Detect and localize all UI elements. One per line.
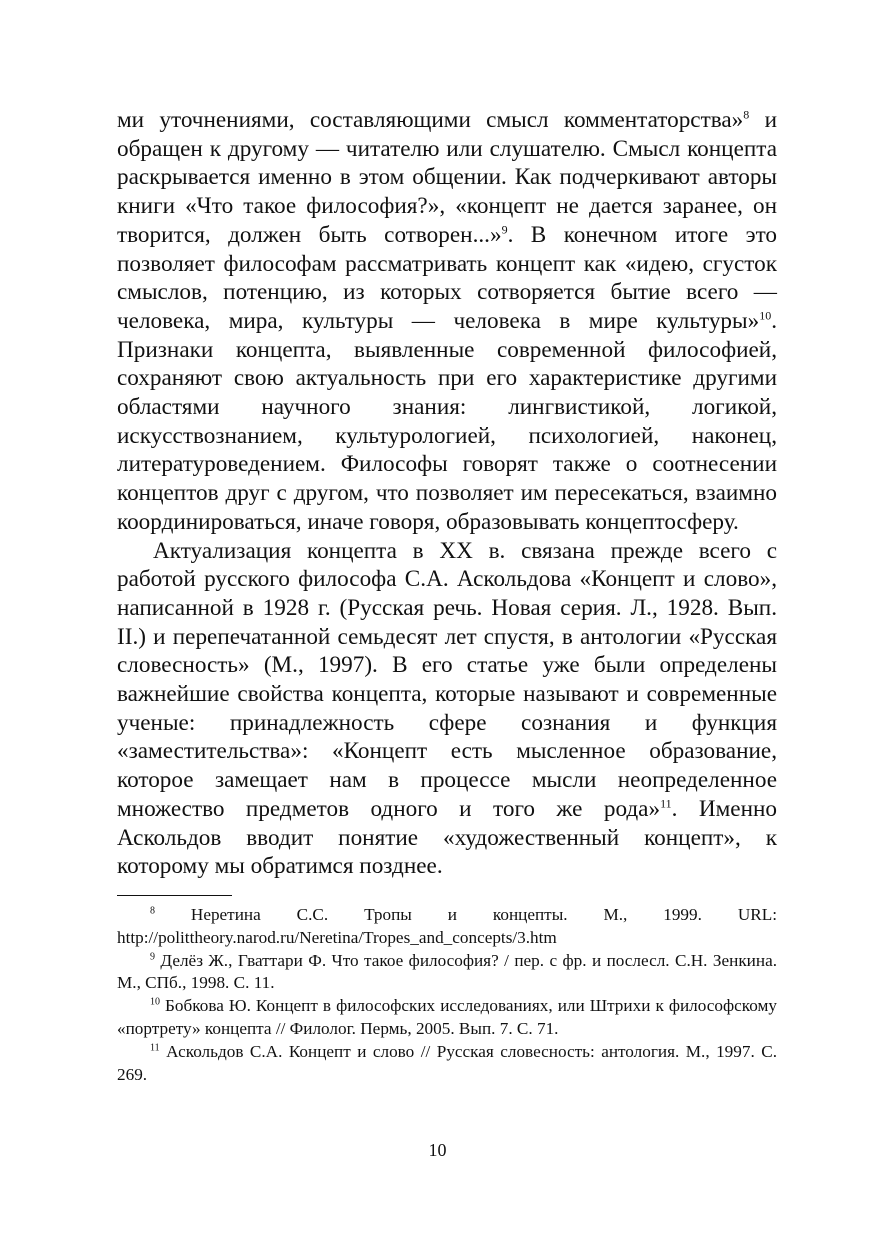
page-number: 10 xyxy=(428,1140,447,1160)
footnote-9 xyxy=(117,950,777,996)
paragraph-2 xyxy=(117,537,777,881)
footnote-number: 10 xyxy=(150,996,160,1008)
footnote-text: Неретина С.С. Тропы и концепты. М., 1999. URL: http://polittheory.narod.ru/Neretina/Tropes_and_concepts/3.htm xyxy=(117,904,777,947)
paragraph-1-text-2: и обращен к другому — читателю или слушателю. Смысл концепта раскрывается именно в этом общении. Как подчеркивают авторы книги «Что такое философия?», «концепт не дается заранее, он творится, должен быть сотворен...» xyxy=(117,107,777,248)
footnote-ref-10[interactable]: 10 xyxy=(759,308,772,323)
paragraph-1-text-4: . Признаки концепта, выявленные современной философией, сохраняют свою актуальность при его характеристике другими областями научного знания: лингвистикой, логикой, искусствознанием, культурологией, психологией, наконец, литературоведением. Философы говорят также о соотнесении концептов друг с другом, что позволяет им пересекаться, взаимно координироваться, иначе говоря, образовывать концептосферу. xyxy=(117,307,777,535)
footnote-11 xyxy=(117,1041,777,1087)
footnote-10 xyxy=(117,995,777,1041)
footnote-number: 8 xyxy=(150,905,155,917)
footnote-text: Бобкова Ю. Концепт в философских исследованиях, или Штрихи к философскому «портрету» концепта // Филолог. Пермь, 2005. Вып. 7. С. 71. xyxy=(117,996,777,1038)
footnote-ref-8[interactable]: 8 xyxy=(743,107,750,122)
paragraph-1 xyxy=(117,106,777,537)
paragraph-1-text-3: . В конечном итоге это позволяет философам рассматривать концепт как «идею, сгусток смыслов, потенцию, из которых сотворяется бытие всего — человека, мира, культуры — человека в мире культуры» xyxy=(117,221,777,334)
footnote-8 xyxy=(117,904,777,950)
footnote-ref-9[interactable]: 9 xyxy=(501,222,508,237)
footnote-text: Делёз Ж., Гваттари Ф. Что такое философия? / пер. с фр. и послесл. С.Н. Зенкина. М., СПб., 1998. С. 11. xyxy=(117,950,777,993)
footnote-number: 9 xyxy=(150,950,155,962)
footnotes xyxy=(117,904,777,1086)
paragraph-2-text-2: . Именно Аскольдов вводит понятие «художественный концепт», к которому мы обратимся позднее. xyxy=(117,795,777,880)
footnote-ref-11[interactable]: 11 xyxy=(660,796,672,811)
main-text xyxy=(117,106,777,881)
footnote-text: Аскольдов С.А. Концепт и слово // Русская словесность: антология. М., 1997. С. 269. xyxy=(117,1041,777,1084)
page-content xyxy=(117,106,777,1086)
footnote-separator xyxy=(117,895,232,896)
footnote-number: 11 xyxy=(150,1042,160,1054)
paragraph-2-text-1: Актуализация концепта в XX в. связана прежде всего с работой русского философа С.А. Аскольдова «Концепт и слово», написанной в 1928 г. (Русская речь. Новая серия. Л., 1928. Вып. II.) и перепечатанной семьдесят лет спустя, в антологии «Русская словесность» (М., 1997). В его статье уже были определены важнейшие свойства концепта, которые называют и современные ученые: принадлежность сфере сознания и функция «заместительства»: «Концепт есть мысленное образование, которое замещает нам в процессе мысли неопределенное множество предметов одного и того же рода» xyxy=(117,537,777,822)
paragraph-1-text-1: ми уточнениями, составляющими смысл комментаторства» xyxy=(117,107,744,133)
